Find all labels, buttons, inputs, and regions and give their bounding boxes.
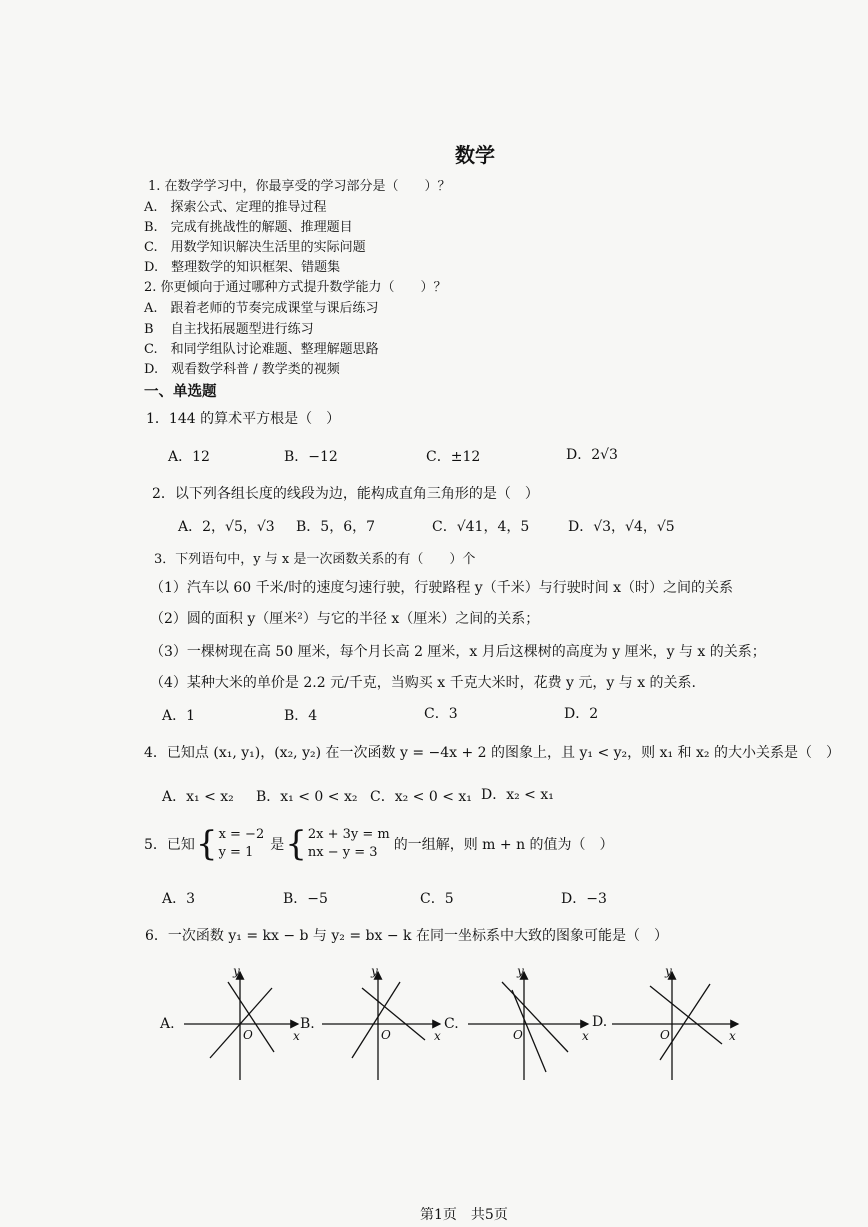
question-1-stem: 1．144 的算术平方根是（ ） [146, 411, 341, 427]
q4-option-b: B．x₁ < 0 < x₂ [256, 789, 358, 805]
survey-question-2: 2. 你更倾向于通过哪种方式提升数学能力（ ）？ [144, 280, 447, 295]
q3-item-1: （1）汽车以 60 千米/时的速度匀速行驶，行驶路程 y（千米）与行驶时间 x（时）之间的关系 [150, 580, 734, 596]
q5-solution-y: y = 1 [218, 845, 254, 860]
q6-graph-c-y-label: y [517, 964, 524, 978]
q5-solution-system [219, 826, 265, 862]
q1-option-c: C．±12 [426, 449, 481, 465]
q2-option-b: B．5，6，7 [296, 519, 376, 535]
q6-graph-a-y-label: y [233, 964, 240, 978]
q6-graph-a-x-label: x [293, 1029, 300, 1043]
page-footer: 第1页 共5页 [420, 1207, 508, 1223]
q1-option-b: B．−12 [284, 449, 338, 465]
question-3-stem: 3．下列语句中，y 与 x 是一次函数关系的有（ ）个 [154, 552, 476, 567]
q6-graph-c-label: C. [444, 1016, 459, 1032]
q6-graph-b [300, 964, 441, 1080]
q5-equation-2: nx − y = 3 [307, 845, 378, 860]
section-heading: 一、单选题 [144, 383, 217, 400]
q5-suffix: 的一组解，则 m + n 的值为（ ） [393, 837, 614, 853]
q3-option-d: D．2 [564, 706, 599, 722]
q4-option-d: D．x₂ < x₁ [481, 787, 554, 803]
q6-graph-d [592, 964, 738, 1080]
q1-option-d: D．2√3 [566, 447, 618, 463]
survey-q1-option-a: A. 探索公式、定理的推导过程 [144, 200, 327, 215]
q6-graphs [150, 960, 750, 1085]
q5-option-b: B．−5 [283, 891, 328, 907]
survey-q1-option-b: B. 完成有挑战性的解题、推理题目 [144, 220, 353, 235]
q4-option-c: C．x₂ < 0 < x₁ [370, 789, 472, 805]
q6-graph-d-x-label: x [729, 1029, 736, 1043]
q2-option-d: D．√3，√4，√5 [568, 519, 675, 535]
q6-graph-a [159, 964, 300, 1080]
q6-graph-b-x-label: x [434, 1029, 441, 1043]
survey-q2-option-c: C. 和同学组队讨论难题、整理解题思路 [144, 342, 379, 357]
q5-option-c: C．5 [420, 891, 454, 907]
q5-equation-system [308, 826, 390, 862]
q5-mid: 是 [270, 837, 285, 853]
survey-q2-option-d: D. 观看数学科普 / 教学类的视频 [144, 362, 340, 377]
q6-graph-c-x-label: x [582, 1029, 589, 1043]
q6-graph-b-y-label: y [371, 964, 378, 978]
q1-option-a: A．12 [168, 449, 210, 465]
q6-graph-d-origin: O [660, 1028, 670, 1042]
question-4-stem: 4．已知点 (x₁, y₁)，(x₂, y₂) 在一次函数 y = −4x + 2 的图象上，且 y₁ < y₂，则 x₁ 和 x₂ 的大小关系是（ ） [144, 745, 840, 761]
q6-graph-c-origin: O [513, 1028, 523, 1042]
survey-q2-option-b: B 自主找拓展题型进行练习 [144, 322, 314, 337]
question-2-stem: 2．以下列各组长度的线段为边，能构成直角三角形的是（ ） [152, 486, 539, 502]
q5-equation-1: 2x + 3y = m [307, 827, 390, 842]
q3-option-c: C．3 [424, 706, 458, 722]
q5-option-d: D．−3 [561, 891, 607, 907]
q5-brace-right: { [285, 824, 307, 864]
q6-graph-b-origin: O [381, 1028, 391, 1042]
page-title: 数学 [455, 143, 495, 167]
q5-option-a: A．3 [162, 891, 196, 907]
q5-brace-left: { [195, 824, 218, 864]
q3-item-3: （3）一棵树现在高 50 厘米，每个月长高 2 厘米，x 月后这棵树的高度为 y 厘米，y 与 x 的关系； [150, 644, 766, 660]
q5-prefix: 5．已知 [144, 837, 195, 853]
question-6-stem: 6．一次函数 y₁ = kx − b 与 y₂ = bx − k 在同一坐标系中大致的图象可能是（ ） [145, 928, 668, 944]
q6-graph-d-y-label: y [665, 964, 672, 978]
q3-option-a: A．1 [162, 708, 196, 724]
q2-option-a: A．2，√5，√3 [178, 519, 275, 535]
q3-item-2: （2）圆的面积 y（厘米²）与它的半径 x（厘米）之间的关系； [150, 611, 540, 627]
q3-item-4: （4）某种大米的单价是 2.2 元/千克，当购买 x 千克大米时，花费 y 元，y 与 x 的关系. [150, 675, 696, 691]
survey-q2-option-a: A. 跟着老师的节奏完成课堂与课后练习 [144, 301, 379, 316]
survey-q1-option-c: C. 用数学知识解决生活里的实际问题 [144, 240, 366, 255]
q4-option-a: A．x₁ < x₂ [162, 789, 234, 805]
q3-option-b: B．4 [284, 708, 318, 724]
q5-solution-x: x = −2 [218, 827, 265, 842]
q6-graph-a-origin: O [243, 1028, 253, 1042]
q6-graph-c [444, 964, 589, 1080]
q6-graph-b-label: B. [300, 1016, 315, 1032]
q2-option-c: C．√41，4，5 [432, 519, 530, 535]
q6-graph-d-label: D. [592, 1014, 608, 1030]
q6-graph-a-label: A. [160, 1016, 175, 1032]
question-5-stem [144, 826, 614, 862]
survey-question-1: 1. 在数学学习中，你最享受的学习部分是（ ）？ [148, 179, 451, 194]
survey-q1-option-d: D. 整理数学的知识框架、错题集 [144, 260, 341, 275]
